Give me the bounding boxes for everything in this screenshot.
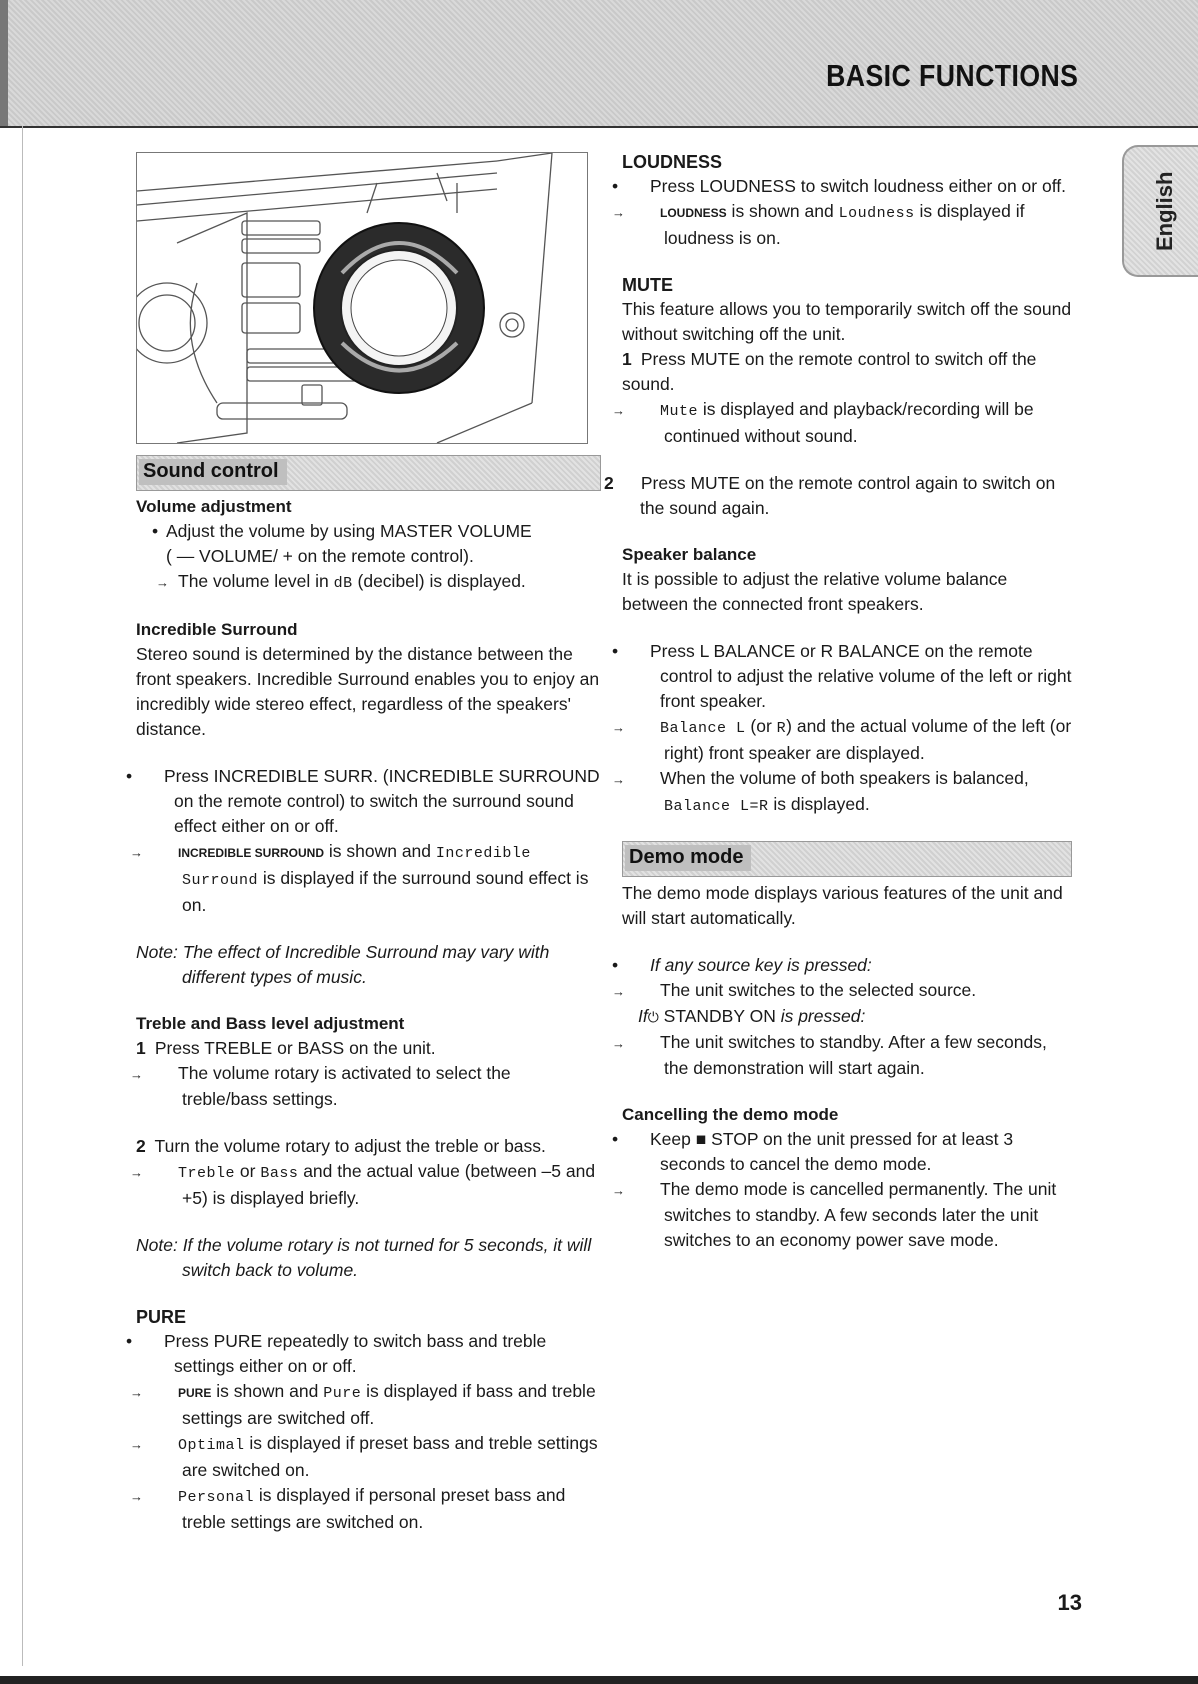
surround-result-sc: INCREDIBLE SURROUND [178,846,325,860]
demo-body: The demo mode displays various features of the unit and will start automatically. [622,883,1063,928]
arrow-icon: → [612,720,625,735]
volume-instruction-cont [136,544,601,569]
balance-instruction-text: Press L BALANCE or R BALANCE on the remote control to adjust the relative volume of the left or right front speaker. [650,641,1072,711]
mute-step1-result [612,397,1072,449]
surround-instruction-text: Press INCREDIBLE SURR. (INCREDIBLE SURROUND on the remote control) to switch the surround sound effect either on or off. [164,766,600,836]
demo-cancel-result-text: The demo mode is cancelled permanently. The unit switches to standby. A few seconds later the unit switches to an economy power save mode. [660,1179,1057,1250]
volume-instruction-cont-text: ( — VOLUME/ + on the remote control). [166,546,474,566]
loudness-instruction-text: Press LOUDNESS to switch loudness either on or off. [650,176,1066,196]
heading-loudness: LOUDNESS [622,152,723,172]
pure-result-3 [130,1483,601,1535]
pure-instruction-text: Press PURE repeatedly to switch bass and treble settings either on or off. [164,1331,547,1376]
section-bar-demo-mode [622,841,1072,877]
arrow-icon: → [130,1385,143,1400]
mute-step2-text: Press MUTE on the remote control again to switch on the sound again. [640,473,1056,518]
arrow-icon: → [612,403,625,418]
volume-instruction [136,519,601,544]
treble-bass-step1 [136,1036,601,1061]
left-margin-line [22,126,23,1666]
arrow-icon: → [130,1437,143,1452]
surround-result-lcd: Incredible Surround [182,845,531,889]
right-column [604,150,1072,1253]
bullet-icon: • [612,176,619,196]
language-tab-label: English [1152,171,1177,251]
step-number: 2 [136,1136,146,1156]
surround-note: Note: The effect of Incredible Surround may vary with different types of music. [136,942,550,987]
language-tab [1122,145,1198,277]
pure-result-1-mid: is shown and [211,1381,324,1401]
mute-step1 [622,347,1072,397]
step-number: 2 [604,473,614,493]
treble-bass-step2 [136,1134,601,1159]
standby-icon: ⏻ [647,1009,659,1025]
surround-result-mid: is shown and [324,841,436,861]
loudness-result [612,199,1072,251]
demo-condition-2 [622,1004,1072,1030]
volume-result-pre: The volume level in [178,571,334,591]
bullet-icon: • [612,641,619,661]
section-title-sound-control: Sound control [139,459,287,485]
arrow-icon: → [130,1067,143,1082]
demo-condition-2-key: STANDBY ON [658,1006,776,1026]
device-drawing [137,153,587,443]
pure-result-2 [130,1431,601,1483]
heading-mute: MUTE [622,275,673,295]
page-number: 13 [1057,1590,1082,1615]
optimal-lcd: Optimal [178,1437,245,1454]
loudness-instruction [612,174,1072,199]
pure-instruction [126,1329,601,1379]
pure-result-1-post: is displayed if bass and treble settings are switched off. [182,1381,596,1428]
heading-cancelling-demo: Cancelling the demo mode [622,1105,839,1124]
bullet-icon: • [152,521,159,541]
balance-result-1-post: ) and the actual volume of the left (or right) front speaker are displayed. [664,716,1072,763]
arrow-icon: → [130,1489,143,1504]
arrow-icon: → [130,845,143,860]
balance-result-1-mid: (or [745,716,777,736]
heading-speaker-balance: Speaker balance [622,545,757,564]
loudness-result-post: is displayed if loudness is on. [664,201,1025,248]
treble-bass-note: Note: If the volume rotary is not turned for 5 seconds, it will switch back to volume. [136,1235,592,1280]
treble-bass-step2-result [130,1159,601,1211]
mute-body: This feature allows you to temporarily switch off the sound without switching off the unit. [622,299,1072,344]
stop-icon: ■ [695,1129,707,1149]
demo-condition-2-post: is pressed: [775,1006,866,1026]
bullet-icon: • [612,1129,619,1149]
demo-condition-2-result [612,1030,1072,1081]
pure-result-2-post: is displayed if preset bass and treble settings are switched on. [182,1433,598,1480]
demo-condition-2-pre: If [638,1006,648,1026]
treble-bass-step2-text: Turn the volume rotary to adjust the treble or bass. [154,1136,546,1156]
balance-lr-lcd: Balance L=R [664,798,769,815]
demo-condition-1-text: If any source key is pressed: [650,955,872,975]
heading-volume-adjustment: Volume adjustment [136,497,292,516]
heading-treble-bass: Treble and Bass level adjustment [136,1014,405,1033]
heading-pure: PURE [136,1307,187,1327]
demo-cancel-result [612,1177,1072,1253]
balance-result-2-post: is displayed. [768,794,870,814]
surround-result-post: is displayed if the surround sound effect is on. [182,868,589,915]
left-column [126,455,601,1535]
loudness-result-mid: is shown and [726,201,839,221]
arrow-icon: → [612,205,625,220]
bullet-icon: • [126,1331,133,1351]
balance-result-2 [612,766,1072,792]
section-title-demo-mode: Demo mode [625,845,751,871]
arrow-icon: → [156,575,169,590]
demo-condition-1-result-text: The unit switches to the selected source. [660,980,977,1000]
volume-instruction-text: Adjust the volume by using MASTER VOLUME [166,521,532,541]
left-edge-bar [0,0,8,126]
arrow-icon: → [612,1183,625,1198]
mute-step1-text: Press MUTE on the remote control to switch off the sound. [622,349,1037,394]
arrow-icon: → [612,1036,625,1051]
volume-result-lcd: dB [333,575,353,592]
pure-result-3-post: is displayed if personal preset bass and treble settings are switched on. [182,1485,566,1532]
volume-result-post: (decibel) is displayed. [352,571,526,591]
volume-result [136,569,601,596]
treble-bass-step1-result-text: The volume rotary is activated to select the treble/bass settings. [178,1063,511,1109]
balance-result-1 [612,714,1072,766]
balance-r-lcd: R [776,720,787,737]
loudness-lcd: Loudness [838,205,915,222]
arrow-icon: → [612,984,625,999]
arrow-icon: → [612,772,625,787]
demo-cancel-instruction [612,1127,1072,1177]
demo-cancel-post: STOP on the unit pressed for at least 3 seconds to cancel the demo mode. [660,1129,1014,1174]
balance-instruction [612,639,1072,714]
bullet-icon: • [126,766,133,786]
mute-lcd: Mute [660,403,699,420]
step-number: 1 [136,1038,146,1058]
treble-bass-or: or [235,1161,261,1181]
surround-instruction [126,764,601,839]
loudness-sc: LOUDNESS [660,206,727,220]
treble-bass-step1-result [130,1061,601,1112]
bottom-rule [0,1676,1198,1684]
pure-result-1 [130,1379,601,1431]
page-title: BASIC FUNCTIONS [825,58,1078,93]
device-illustration [136,152,588,444]
treble-lcd: Treble [178,1165,236,1182]
balance-result-2-text: When the volume of both speakers is balanced, [660,768,1029,788]
demo-cancel-pre: Keep [650,1129,696,1149]
surround-result [130,839,601,918]
pure-sc: PURE [178,1386,212,1400]
heading-incredible-surround: Incredible Surround [136,620,298,639]
mute-step1-post: is displayed and playback/recording will be continued without sound. [664,399,1034,446]
demo-condition-2-result-text: The unit switches to standby. After a few seconds, the demonstration will start again. [660,1032,1047,1078]
balance-body: It is possible to adjust the relative volume balance between the connected front speakers. [622,569,1008,614]
demo-condition-1 [612,953,1072,978]
arrow-icon: → [130,1165,143,1180]
surround-body: Stereo sound is determined by the distance between the front speakers. Incredible Surround enables you to enjoy an incredibly wide stereo effect, regardless of the speakers' distance. [136,644,600,739]
balance-l-lcd: Balance L [660,720,746,737]
bass-lcd: Bass [260,1165,299,1182]
pure-lcd: Pure [323,1385,362,1402]
section-bar-sound-control [136,455,601,491]
bullet-icon: • [612,955,619,975]
balance-result-2-cont [622,792,1072,819]
personal-lcd: Personal [178,1489,255,1506]
mute-step2 [604,471,1072,521]
step-number: 1 [622,349,632,369]
treble-bass-step2-post: and the actual value (between –5 and +5) is displayed briefly. [182,1161,596,1208]
demo-condition-1-result [612,978,1072,1004]
treble-bass-step1-text: Press TREBLE or BASS on the unit. [154,1038,436,1058]
